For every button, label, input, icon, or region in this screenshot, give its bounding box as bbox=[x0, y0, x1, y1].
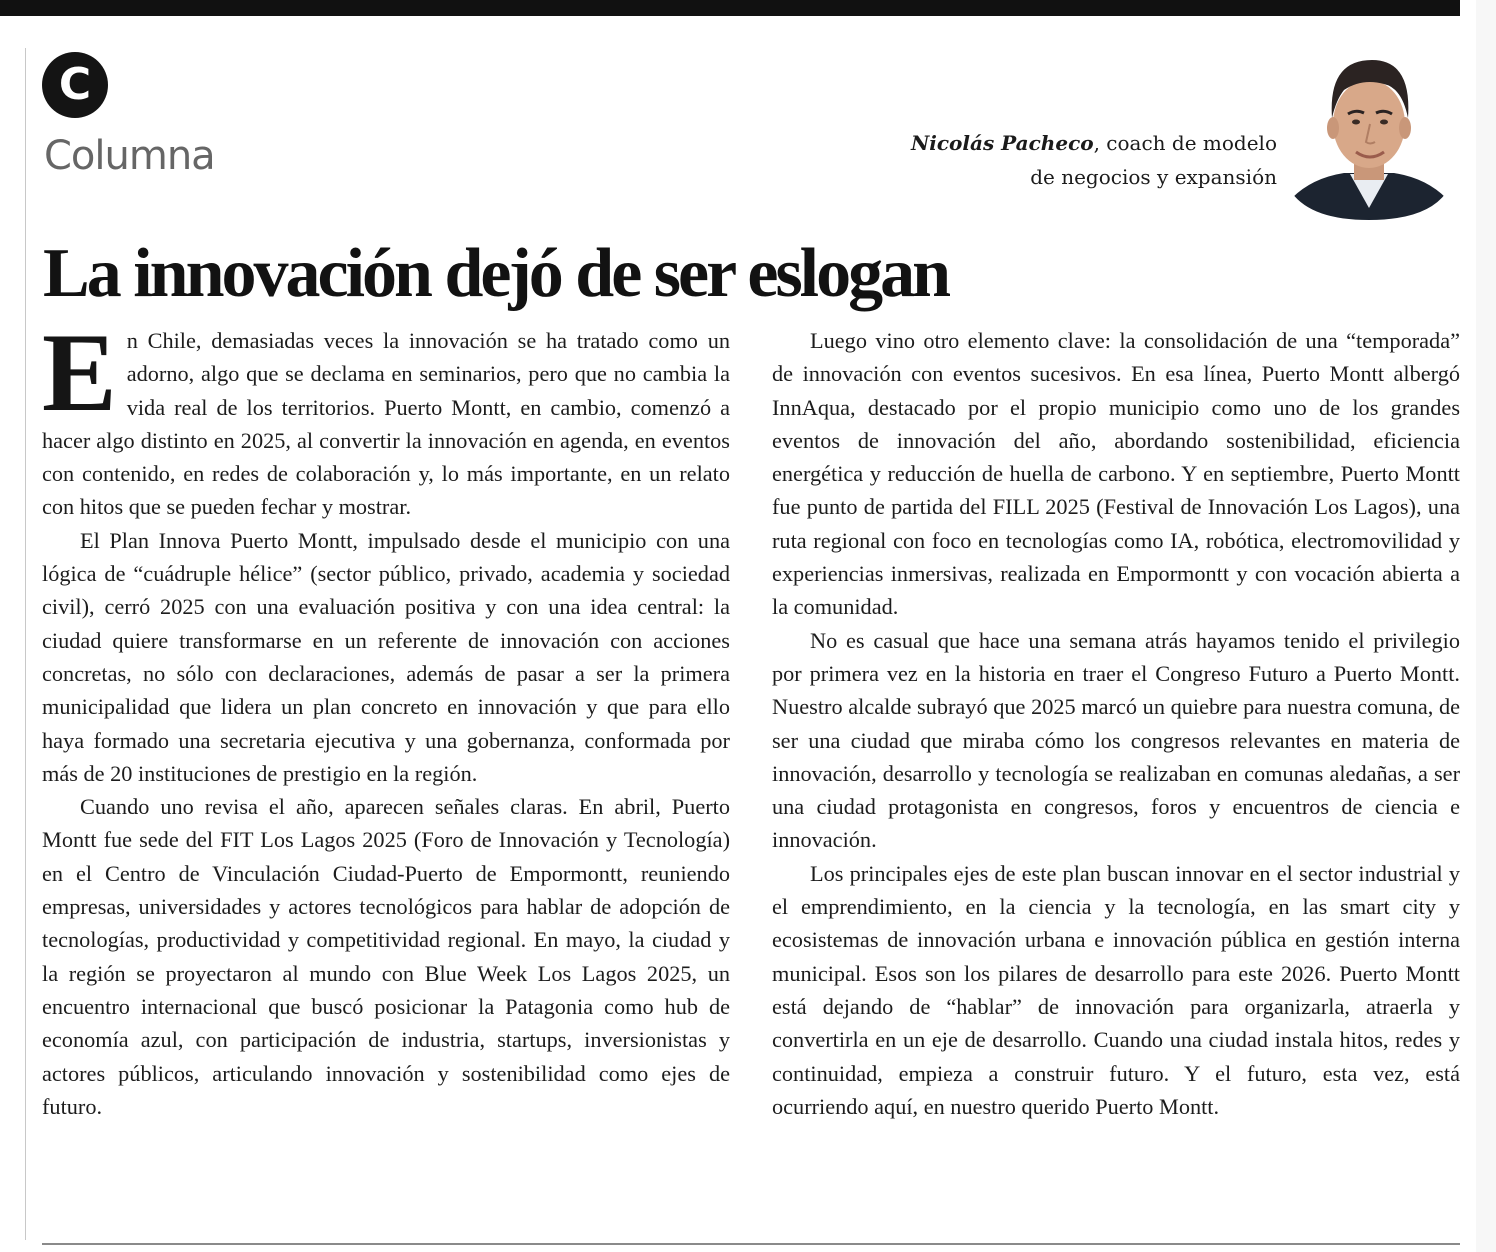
top-rule bbox=[0, 0, 1460, 16]
drop-cap: E bbox=[42, 311, 117, 435]
section-badge: C bbox=[42, 52, 108, 118]
paragraph-text: n Chile, demasiadas veces la innovación se ha tratado como un adorno, algo que se declama en seminarios, pero que no cambia la vida real de los territorios. Puerto Montt, en cambio, comenzó a hacer algo distinto en 2025, al convertir la innovación en agenda, en eventos con contenido, en redes de colaboración y, lo más importante, en un relato con hitos que se pueden fechar y mostrar. bbox=[42, 328, 730, 520]
article-paragraph: Cuando uno revisa el año, aparecen señales claras. En abril, Puerto Montt fue sede del FIT Los Lagos 2025 (Foro de Innovación y Tecnología) en el Centro de Vinculación Ciudad-Puerto de Empormontt, reuniendo empresas, universidades y actores tecnológicos para hablar de adopción de tecnologías, productividad y competitividad regional. En mayo, la ciudad y la región se proyectaron al mundo con Blue Week Los Lagos 2025, un encuentro internacional que buscó posicionar la Patagonia como hub de economía azul, con participación de industria, startups, inversionistas y actores públicos, articulando innovación y sostenibilidad como ejes de futuro. bbox=[42, 794, 730, 1119]
article-paragraph: No es casual que hace una semana atrás hayamos tenido el privilegio por primera vez en la historia en traer el Congreso Futuro a Puerto Montt. Nuestro alcalde subrayó que 2025 marcó un quiebre para nuestra comuna, de ser una ciudad que miraba cómo los congresos relevantes en materia de innovación, desarrollo y tecnología se realizaban en comunas aledañas, a ser una ciudad protagonista en congresos, foros y encuentros de ciencia e innovación. bbox=[772, 627, 1460, 853]
byline bbox=[860, 126, 1277, 194]
article-column-right bbox=[772, 324, 1460, 1224]
author-name: Nicolás Pacheco bbox=[910, 131, 1094, 155]
article-paragraph: Luego vino otro elemento clave: la consolidación de una “temporada” de innovación con eventos sucesivos. En esa línea, Puerto Montt albergó InnAqua, destacado por el propio municipio como uno de los grandes eventos de innovación del año, abordando sostenibilidad, eficiencia energética y reducción de huella de carbono. Y en septiembre, Puerto Montt fue punto de partida del FILL 2025 (Festival de Innovación Los Lagos), una ruta regional con foco en tecnologías como IA, robótica, electromovilidad y experiencias inmersivas, realizada en Empormontt y con vocación abierta a la comunidad. bbox=[772, 328, 1460, 620]
section-label: Columna bbox=[44, 133, 215, 179]
bottom-rule bbox=[42, 1243, 1460, 1245]
page-edge bbox=[1476, 0, 1496, 1252]
article-paragraph: Los principales ejes de este plan buscan innovar en el sector industrial y el emprendimiento, en la ciencia y la tecnología, en las smart city y ecosistemas de innovación urbana e innovación pública en gestión interna municipal. Esos son los pilares de desarrollo para este 2026. Puerto Montt está dejando de “hablar” de innovación para organizarla, atraerla y convertirla en un eje de desarrollo. Cuando una ciudad instala hitos, redes y continuidad, empieza a construir futuro. Y el futuro, esta vez, está ocurriendo aquí, en nuestro querido Puerto Montt. bbox=[772, 860, 1460, 1119]
headline: La innovación dejó de ser eslogan bbox=[43, 235, 949, 312]
author-role-line1: , coach de modelo bbox=[1093, 131, 1277, 155]
author-role-line2: de negocios y expansión bbox=[1030, 165, 1277, 189]
article-paragraph bbox=[42, 311, 730, 524]
article-paragraph: El Plan Innova Puerto Montt, impulsado desde el municipio con una lógica de “cuádruple hélice” (sector público, privado, academia y sociedad civil), cerró 2025 con una evaluación positiva y con una idea central: la ciudad quiere transformarse en un referente de innovación con acciones concretas, no sólo con declaraciones, además de pasar a ser la primera municipalidad que lidera un plan concreto en innovación y que para ello haya formado una secretaria ejecutiva y una gobernanza, conformada por más de 20 instituciones de prestigio en la región. bbox=[42, 527, 730, 786]
author-photo bbox=[1292, 48, 1446, 220]
article-column-left bbox=[42, 311, 730, 1224]
left-column-rule bbox=[25, 48, 26, 1240]
